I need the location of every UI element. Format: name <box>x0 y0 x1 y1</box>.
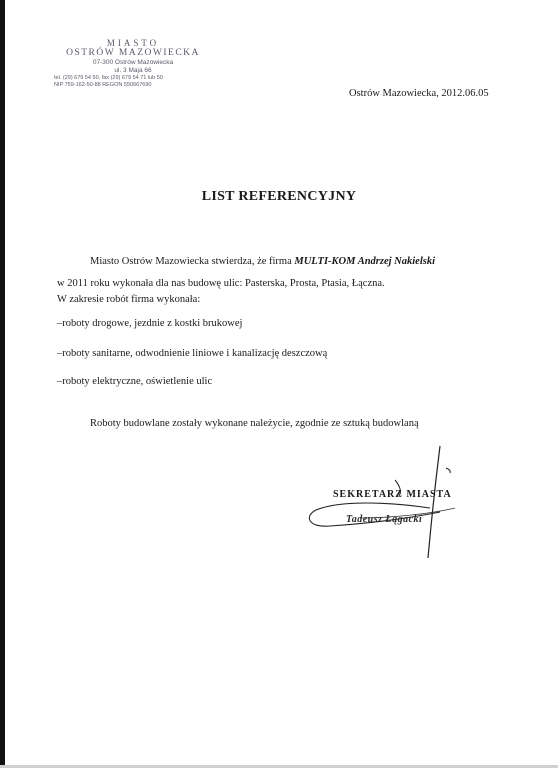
body-line-2: w 2011 roku wykonała dla nas budowę ulic: Pasterska, Prosta, Ptasia, Łączna. <box>57 278 385 289</box>
city-stamp <box>48 38 218 89</box>
stamp-line-4: ul. 3 Maja 66 <box>114 67 152 74</box>
intro-paragraph <box>90 256 435 267</box>
stamp-line-1: MIASTO <box>106 38 160 48</box>
stamp-line-6: NIP 759-162-50-88 REGON 550667690 <box>54 82 152 88</box>
closing-statement: Roboty budowlane zostały wykonane należycie, zgodnie ze sztuką budowlaną <box>90 418 419 429</box>
document-date: Ostrów Mazowiecka, 2012.06.05 <box>349 88 489 99</box>
company-name: MULTI-KOM Andrzej Nakielski <box>294 256 435 267</box>
handwritten-signature <box>300 438 470 568</box>
list-item: –roboty sanitarne, odwodnienie liniowe i kanalizację deszczową <box>57 348 328 359</box>
scan-edge-left <box>0 0 5 768</box>
signatory-title: SEKRETARZ MIASTA <box>333 489 452 500</box>
stamp-line-5: tel. (29) 679 54 50, fax (29) 679 54 71 lub 50 <box>54 75 163 81</box>
stamp-line-2: OSTRÓW MAZOWIECKA <box>66 48 200 58</box>
body-line-3: W zakresie robót firma wykonała: <box>57 294 201 305</box>
signatory-name: Tadeusz Łągacki <box>346 514 423 525</box>
document-title: LIST REFERENCYJNY <box>201 189 357 204</box>
stamp-line-3: 07-300 Ostrów Mazowiecka <box>92 59 174 66</box>
intro-text: Miasto Ostrów Mazowiecka stwierdza, że firma <box>90 256 295 267</box>
list-item: –roboty drogowe, jezdnie z kostki brukowej <box>57 318 243 329</box>
list-item: –roboty elektryczne, oświetlenie ulic <box>57 376 213 387</box>
